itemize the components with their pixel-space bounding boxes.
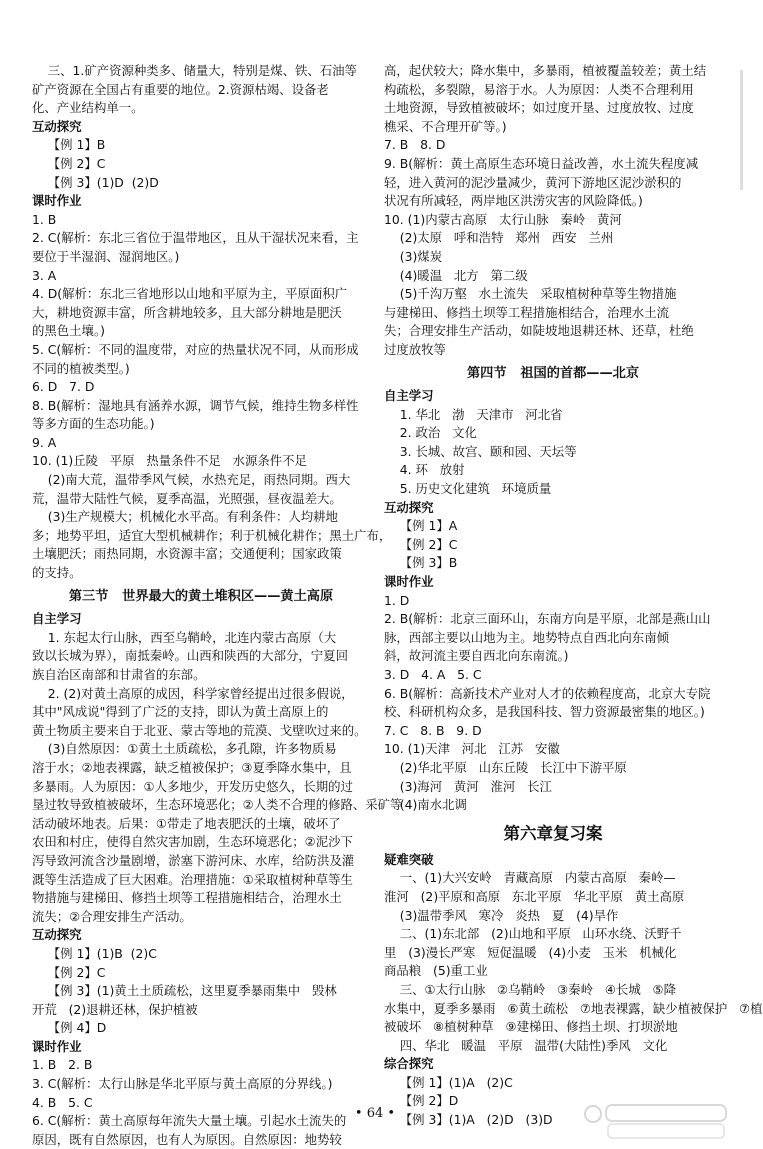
text-line: 9. B(解析：黄土高原生态环境日益改善，水土流失程度减 <box>384 155 699 171</box>
text-line: 【例 1】(1)B (2)C <box>32 945 157 961</box>
text-line: 溉等生活造成了巨大困难。治理措施：①采取植树种草等生 <box>32 871 353 887</box>
right-column <box>384 62 763 1130</box>
text-line: 矿产资源在全国占有重要的地位。2.资源枯竭、设备老 <box>32 81 329 97</box>
text-line: 5. 历史文化建筑 环境质量 <box>384 481 552 497</box>
text-line: 土地资源，导致植被破坏；如过度开垦、过度放牧、过度 <box>384 100 694 116</box>
text-line: 过度放牧等 <box>384 341 446 357</box>
binding-edge-mark <box>735 70 749 190</box>
text-line: 10. (1)丘陵 平原 热量条件不足 水源条件不足 <box>32 453 307 469</box>
text-line: 【例 3】B <box>384 555 458 571</box>
text-line: (3)海河 黄河 淮河 长江 <box>384 778 552 794</box>
text-line: 7. B 8. D <box>384 137 446 153</box>
text-line: 四、华北 暖温 平原 温带(大陆性)季风 文化 <box>384 1037 668 1053</box>
text-line: 6. D 7. D <box>32 379 95 395</box>
text-line: 原因，既有自然原因，也有人为原因。自然原因：地势较 <box>32 1131 342 1147</box>
text-line: 【例 1】(1)A (2)C <box>384 1074 513 1090</box>
text-line: 流失；②合理安排生产活动。 <box>32 908 192 924</box>
text-line: (4)南水北调 <box>384 797 467 813</box>
text-line: 溶于水；②地表裸露，缺乏植被保护；③夏季降水集中，且 <box>32 759 352 775</box>
section-heading: 综合探究 <box>384 1056 434 1072</box>
text-line: 的黑色土壤。) <box>32 323 105 339</box>
text-line: 一、(1)大兴安岭 青藏高原 内蒙古高原 秦岭— <box>384 870 676 886</box>
text-line: (2)华北平原 山东丘陵 长江中下游平原 <box>384 759 627 775</box>
text-line: 8. B(解析：湿地具有涵养水源，调节气候，维持生物多样性 <box>32 397 359 413</box>
text-line: 【例 3】(1)黄土土质疏松，这里夏季暴雨集中 毁林 <box>32 983 337 999</box>
text-line: (2)太原 呼和浩特 郑州 西安 兰州 <box>384 230 614 246</box>
text-line: 斜，故河流主要自西北向东南流。) <box>384 648 569 664</box>
text-line: 高，起伏较大；降水集中，多暴雨，植被覆盖较差；黄土结 <box>384 63 707 78</box>
text-line: 7. C 8. B 9. D <box>384 722 482 738</box>
text-line: 4. D(解析：东北三省地形以山地和平原为主，平原面积广 <box>32 286 348 302</box>
text-line: 4. B 5. C <box>32 1094 93 1110</box>
text-line: 轻，进入黄河的泥沙量减少，黄河下游地区泥沙淤积的 <box>384 174 682 190</box>
text-line: 【例 3】(1)D (2)D <box>32 174 159 190</box>
section-heading: 课时作业 <box>32 193 82 209</box>
text-line: (3)温带季风 寒冷 炎热 夏 (4)旱作 <box>384 907 619 923</box>
text-line: 致以长城为界），南抵秦岭。山西和陕西的大部分，宁夏回 <box>32 648 348 664</box>
text-line: 大，耕地资源丰富，所含耕地较多，且大部分耕地是肥沃 <box>32 304 342 320</box>
text-line: 2. (2)对黄土高原的成因，科学家曾经提出过很多假说， <box>32 685 354 701</box>
text-line: 10. (1)内蒙古高原 太行山脉 秦岭 黄河 <box>384 211 622 227</box>
text-line: 黄土物质主要来自于北亚、蒙古等地的荒漠、戈壁吹过来的。 <box>32 722 367 738</box>
text-line: 失；合理安排生产活动，如陡坡地退耕还林、还草，杜绝 <box>384 323 694 339</box>
text-line: 物措施与建梯田、修挡土坝等工程措施相结合，治理水土 <box>32 890 342 906</box>
text-line: 活动破坏地表。后果：①带走了地表肥沃的土壤，破坏了 <box>32 815 341 831</box>
text-line: 农田和村庄，使得自然灾害加剧，生态环境恶化；②泥沙下 <box>32 834 353 850</box>
text-line: 校、科研机构众多，是我国科技、智力资源最密集的地区。) <box>384 704 705 720</box>
text-line: (3)自然原因：①黄土土质疏松，多孔隙，许多物质易 <box>32 741 337 757</box>
chapter-title: 第四节 祖国的首都——北京 <box>466 365 640 381</box>
text-line: (3)生产规模大；机械化水平高。有利条件：人均耕地 <box>32 509 338 525</box>
text-line: 土壤肥沃；雨热同期，水资源丰富；交通便利；国家政策 <box>32 546 342 562</box>
text-line: 状况有所减轻，两岸地区洪涝灾害的风险降低。) <box>384 193 643 209</box>
text-line: 淮河 (2)平原和高原 东北平原 华北平原 黄土高原 <box>384 888 685 904</box>
text-line: 脉，西部主要以山地为主。地势特点自西北向东南倾 <box>384 629 669 645</box>
text-line: 构疏松，多裂隙，易溶于水。人为原因：人类不合理利用 <box>384 81 694 97</box>
text-line: 2. B(解析：北京三面环山，东南方向是平原，北部是燕山山 <box>384 611 711 627</box>
text-line: 【例 2】C <box>32 964 106 980</box>
section-heading: 互动探究 <box>32 118 82 134</box>
text-line: 1. B <box>32 211 57 227</box>
text-line: 等多方面的生态功能。) <box>32 416 155 432</box>
text-line: 三、①太行山脉 ②乌鞘岭 ③秦岭 ④长城 ⑤降 <box>384 981 677 997</box>
text-line: 不同的植被类型。) <box>32 360 130 376</box>
text-line: 2. C(解析：东北三省位于温带地区，且从干湿状况来看，主 <box>32 230 359 246</box>
text-line: 6. C(解析：黄土高原每年流失大量土壤。引起水土流失的 <box>32 1113 347 1129</box>
text-line: 2. 政治 文化 <box>384 425 477 441</box>
text-line: 三、1.矿产资源种类多、储量大，特别是煤、铁、石油等 <box>32 63 357 78</box>
chapter-title: 第六章复习案 <box>503 823 603 843</box>
text-line: 【例 1】A <box>384 518 458 534</box>
watermark-logo <box>584 1102 736 1140</box>
text-line: 族自治区南部和甘肃省的东部。 <box>32 667 206 682</box>
text-line: 【例 1】B <box>32 137 106 153</box>
text-line: 【例 2】D <box>384 1093 459 1109</box>
text-line: 1. 华北 渤 天津市 河北省 <box>384 406 563 422</box>
text-line: 多；地势平坦，适宜大型机械耕作；利于机械化耕作；黑土广布， <box>32 527 392 543</box>
text-line: 1. B 2. B <box>32 1057 93 1073</box>
text-line: 1. D <box>384 592 410 608</box>
text-line: 开荒 (2)退耕还林，保护植被 <box>32 1001 198 1017</box>
text-line: 多暴雨。人为原因：①人多地少，开发历史悠久，长期的过 <box>32 778 353 794</box>
text-line: 5. C(解析：不同的温度带，对应的热量状况不同，从而形成 <box>32 341 359 357</box>
text-line: 6. B(解析：高新技术产业对人才的依赖程度高，北京大专院 <box>384 685 711 701</box>
text-line: 3. 长城、故宫、颐和园、天坛等 <box>384 443 577 459</box>
section-heading: 互动探究 <box>384 499 434 515</box>
page-number: • 64 • <box>354 1106 396 1121</box>
text-line: 9. A <box>32 434 57 450</box>
text-line: 泻导致河流含沙量剧增，淤塞下游河床、水库，给防洪及灌 <box>32 852 355 868</box>
text-line: 与建梯田、修挡土坝等工程措施相结合，治理水土流 <box>384 304 669 320</box>
text-line: (5)千沟万壑 水土流失 采取植树种草等生物措施 <box>384 286 677 302</box>
text-line: 3. C(解析：太行山脉是华北平原与黄土高原的分界线。) <box>32 1076 333 1092</box>
text-line: (4)暖温 北方 第二级 <box>384 267 528 283</box>
section-heading: 自主学习 <box>384 388 434 404</box>
section-heading: 课时作业 <box>32 1038 82 1054</box>
text-line: 要位于半湿润、湿润地区。) <box>32 248 180 264</box>
section-heading: 课时作业 <box>384 574 434 590</box>
text-line: 1. 东起太行山脉，西至乌鞘岭，北连内蒙古高原（大 <box>32 629 337 645</box>
text-line: 荒，温带大陆性气候，夏季高温，光照强，昼夜温差大。 <box>32 490 342 506</box>
text-line: 商品粮 (5)重工业 <box>384 963 488 979</box>
text-line: 二、(1)东北部 (2)山地和平原 山环水绕、沃野千 <box>384 926 682 942</box>
text-line: 4. 环 放射 <box>384 462 465 478</box>
section-heading: 自主学习 <box>32 611 82 627</box>
text-line: 里 (3)漫长严寒 短促温暖 (4)小麦 玉米 机械化 <box>384 944 677 960</box>
text-line: 被破坏 ⑧植树种草 ⑨建梯田、修挡土坝、打坝淤地 <box>384 1019 678 1035</box>
text-line: 其中"风成说"得到了广泛的支持，即认为黄土高原上的 <box>32 704 329 720</box>
text-line: 樵采、不合理开矿等。) <box>384 118 507 134</box>
text-line: 的支持。 <box>32 565 82 581</box>
text-line: 3. A <box>32 267 57 283</box>
text-line: 水集中，夏季多暴雨 ⑥黄土疏松 ⑦地表裸露，缺少植被保护 ⑦植 <box>384 1000 763 1016</box>
text-line: 【例 3】(1)A (2)D (3)D <box>384 1112 553 1128</box>
chapter-title: 第三节 世界最大的黄土堆积区——黄土高原 <box>68 588 334 604</box>
section-heading: 疑难突破 <box>384 851 434 867</box>
text-line: 【例 2】C <box>32 155 106 171</box>
text-line: 垦过牧导致植被破坏，生态环境恶化；②人类不合理的修路、采矿等 <box>32 797 403 813</box>
text-line: 10. (1)天津 河北 江苏 安徽 <box>384 741 560 757</box>
text-line: (3)煤炭 <box>384 248 443 264</box>
text-line: 化、产业结构单一。 <box>32 100 144 116</box>
text-line: 【例 2】C <box>384 536 458 552</box>
section-heading: 互动探究 <box>32 927 82 943</box>
text-line: 3. D 4. A 5. C <box>384 667 482 682</box>
text-line: 【例 4】D <box>32 1020 107 1036</box>
text-line: (2)南大荒，温带季风气候，水热充足，雨热同期。西大 <box>32 472 351 488</box>
